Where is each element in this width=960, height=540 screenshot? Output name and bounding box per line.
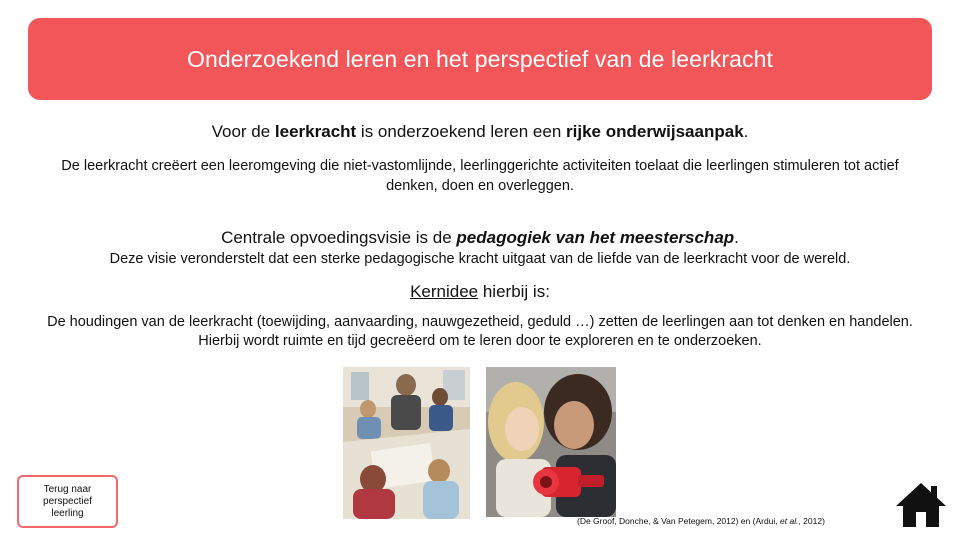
intro-text bbox=[0, 122, 960, 142]
back-button-line3: leerling bbox=[51, 507, 84, 519]
back-to-student-perspective-button[interactable] bbox=[17, 475, 118, 528]
paragraph-leeromgeving: De leerkracht creëert een leeromgeving die niet-vastomlijnde, leerlinggerichte activiteiten toelaat die leerlingen stimuleren tot actief denken, doen en overleggen. bbox=[61, 158, 899, 194]
vision-after: . bbox=[734, 228, 739, 247]
kernidee-label: Kernidee bbox=[410, 282, 479, 301]
page-title: Onderzoekend leren en het perspectief van de leerkracht bbox=[187, 45, 773, 72]
intro-after: . bbox=[743, 122, 749, 141]
home-button[interactable] bbox=[895, 482, 947, 528]
intro-before: Voor de bbox=[211, 122, 275, 141]
citation-part1: (De Groof, Donche, & Van Petegem, 2012) en (Ardui, bbox=[577, 516, 781, 526]
paragraph-visie: Deze visie veronderstelt dat een sterke pedagogische kracht uitgaat van de liefde van de leerkracht voor de wereld. bbox=[109, 251, 851, 267]
home-icon bbox=[895, 482, 947, 528]
citation bbox=[577, 516, 825, 526]
back-button-line2: perspectief bbox=[43, 495, 92, 507]
paragraph-houdingen: De houdingen van de leerkracht (toewijding, aanvaarding, nauwgezetheid, geduld …) zetten de leerlingen aan tot denken en handelen. Hierbij wordt ruimte en tijd gecreëerd om te leren door te exploreren en te onderzoeken. bbox=[47, 314, 913, 349]
intro-bold-aanpak: rijke onderwijsaanpak bbox=[566, 122, 744, 141]
vision-text bbox=[0, 228, 960, 248]
citation-part2: , 2012) bbox=[798, 516, 825, 526]
citation-italic: et al. bbox=[780, 516, 799, 526]
vision-emphasis: pedagogiek van het meesterschap bbox=[456, 228, 735, 247]
classroom-photo bbox=[343, 367, 470, 519]
kernidee-heading bbox=[0, 282, 960, 302]
vision-before: Centrale opvoedingsvisie is de bbox=[221, 228, 457, 247]
microscope-photo bbox=[486, 367, 616, 517]
kernidee-rest: hierbij is: bbox=[478, 282, 550, 301]
intro-middle: is onderzoekend leren een bbox=[356, 122, 567, 141]
title-banner bbox=[28, 18, 932, 100]
intro-bold-leerkracht: leerkracht bbox=[274, 122, 357, 141]
back-button-line1: Terug naar bbox=[43, 483, 92, 495]
